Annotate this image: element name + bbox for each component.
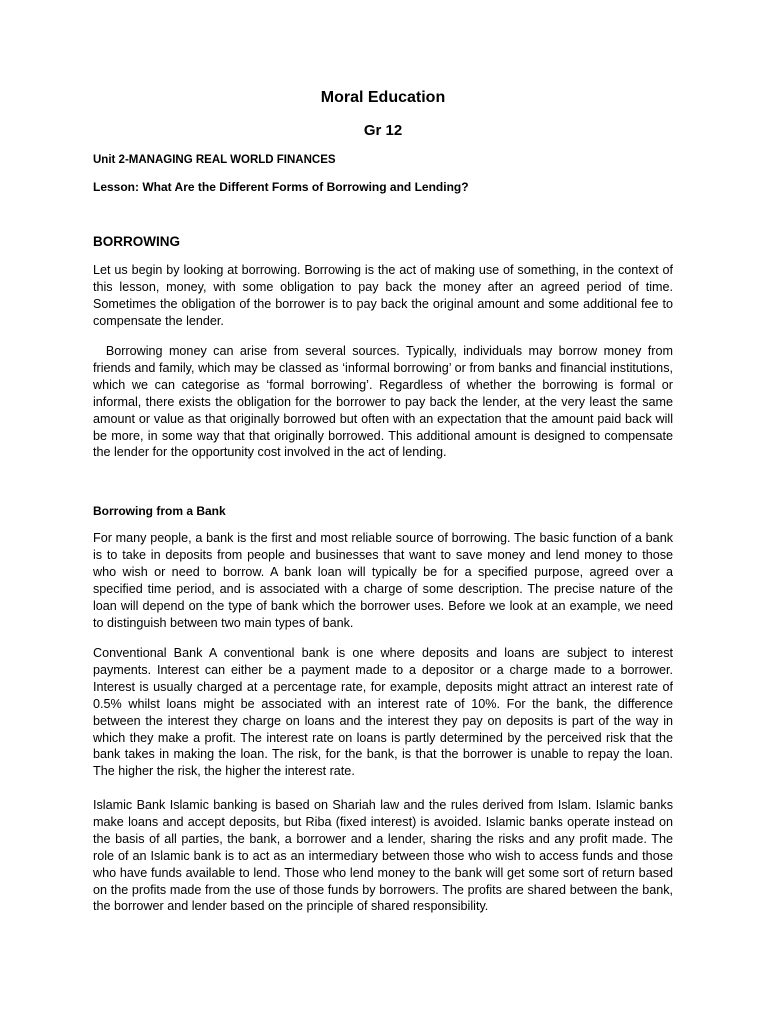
unit-title: Unit 2-MANAGING REAL WORLD FINANCES [93, 154, 336, 166]
paragraph-bank-intro: For many people, a bank is the first and most reliable source of borrowing. The basic function of a bank is to take in deposits from people and businesses that want to save money and lend money to those who wish or need to borrow. A bank loan will typically be for a specified purpose, agreed over a specified time period, and is associated with a charge of some description. The precise nature of the loan will depend on the type of bank which the borrower uses. Before we look at an example, we need to distinguish between two main types of bank. [93, 531, 673, 630]
paragraph-borrowing-definition: Let us begin by looking at borrowing. Borrowing is the act of making use of something, in the context of this lesson, money, with some obligation to pay back the money after an agreed period of time. Sometimes the obligation of the borrower is to pay back the original amount and some additional fee to compensate the lender. [93, 263, 673, 328]
paragraph-conventional-bank: Conventional Bank A conventional bank is one where deposits and loans are subject to interest payments. Interest can either be a payment made to a depositor or a charge made to a borrower. Interest is usually charged at a percentage rate, for example, deposits might attract an interest rate of 0.5% whilst loans might be associated with an interest rate of 10%. For the bank, the difference between the interest they charge on loans and the interest they pay on deposits is part of the way in which they make a profit. The interest rate on loans is partly determined by the perceived risk that the bank takes in making the loan. The risk, for the bank, is that the borrower is unable to repay the loan. The higher the risk, the higher the interest rate. [93, 646, 673, 779]
sub-heading-borrowing-from-bank: Borrowing from a Bank [93, 504, 226, 518]
document-title: Moral Education [320, 89, 446, 106]
lesson-title: Lesson: What Are the Different Forms of Borrowing and Lending? [93, 180, 469, 194]
section-heading-borrowing: BORROWING [93, 234, 180, 249]
paragraph-islamic-bank: Islamic Bank Islamic banking is based on Shariah law and the rules derived from Islam. Islamic banks make loans and accept deposits, but Riba (fixed interest) is avoided. Islamic banks operate instead on the basis of all parties, the bank, a borrower and a lender, sharing the risks and any profit made. The role of an Islamic bank is to act as an intermediary between those who wish to access funds and those who have funds available to lend. Those who lend money to the bank will get some sort of return based on the profits made from the use of those funds by borrowers. The profits are shared between the bank, the borrower and lender based on the principle of shared responsibility. [93, 798, 673, 914]
grade-label: Gr 12 [363, 122, 403, 139]
paragraph-borrowing-sources: Borrowing money can arise from several sources. Typically, individuals may borrow money from friends and family, which may be classed as ‘informal borrowing’ or from banks and financial institutions, which we can categorise as ‘formal borrowing’. Regardless of whether the borrowing is formal or informal, there exists the obligation for the borrower to pay back the lender, at the very least the same amount or value as that originally borrowed but often with an expectation that the amount paid back will be more, in some way that that originally borrowed. This additional amount is designed to compensate the lender for the opportunity cost involved in the act of lending. [93, 344, 673, 460]
